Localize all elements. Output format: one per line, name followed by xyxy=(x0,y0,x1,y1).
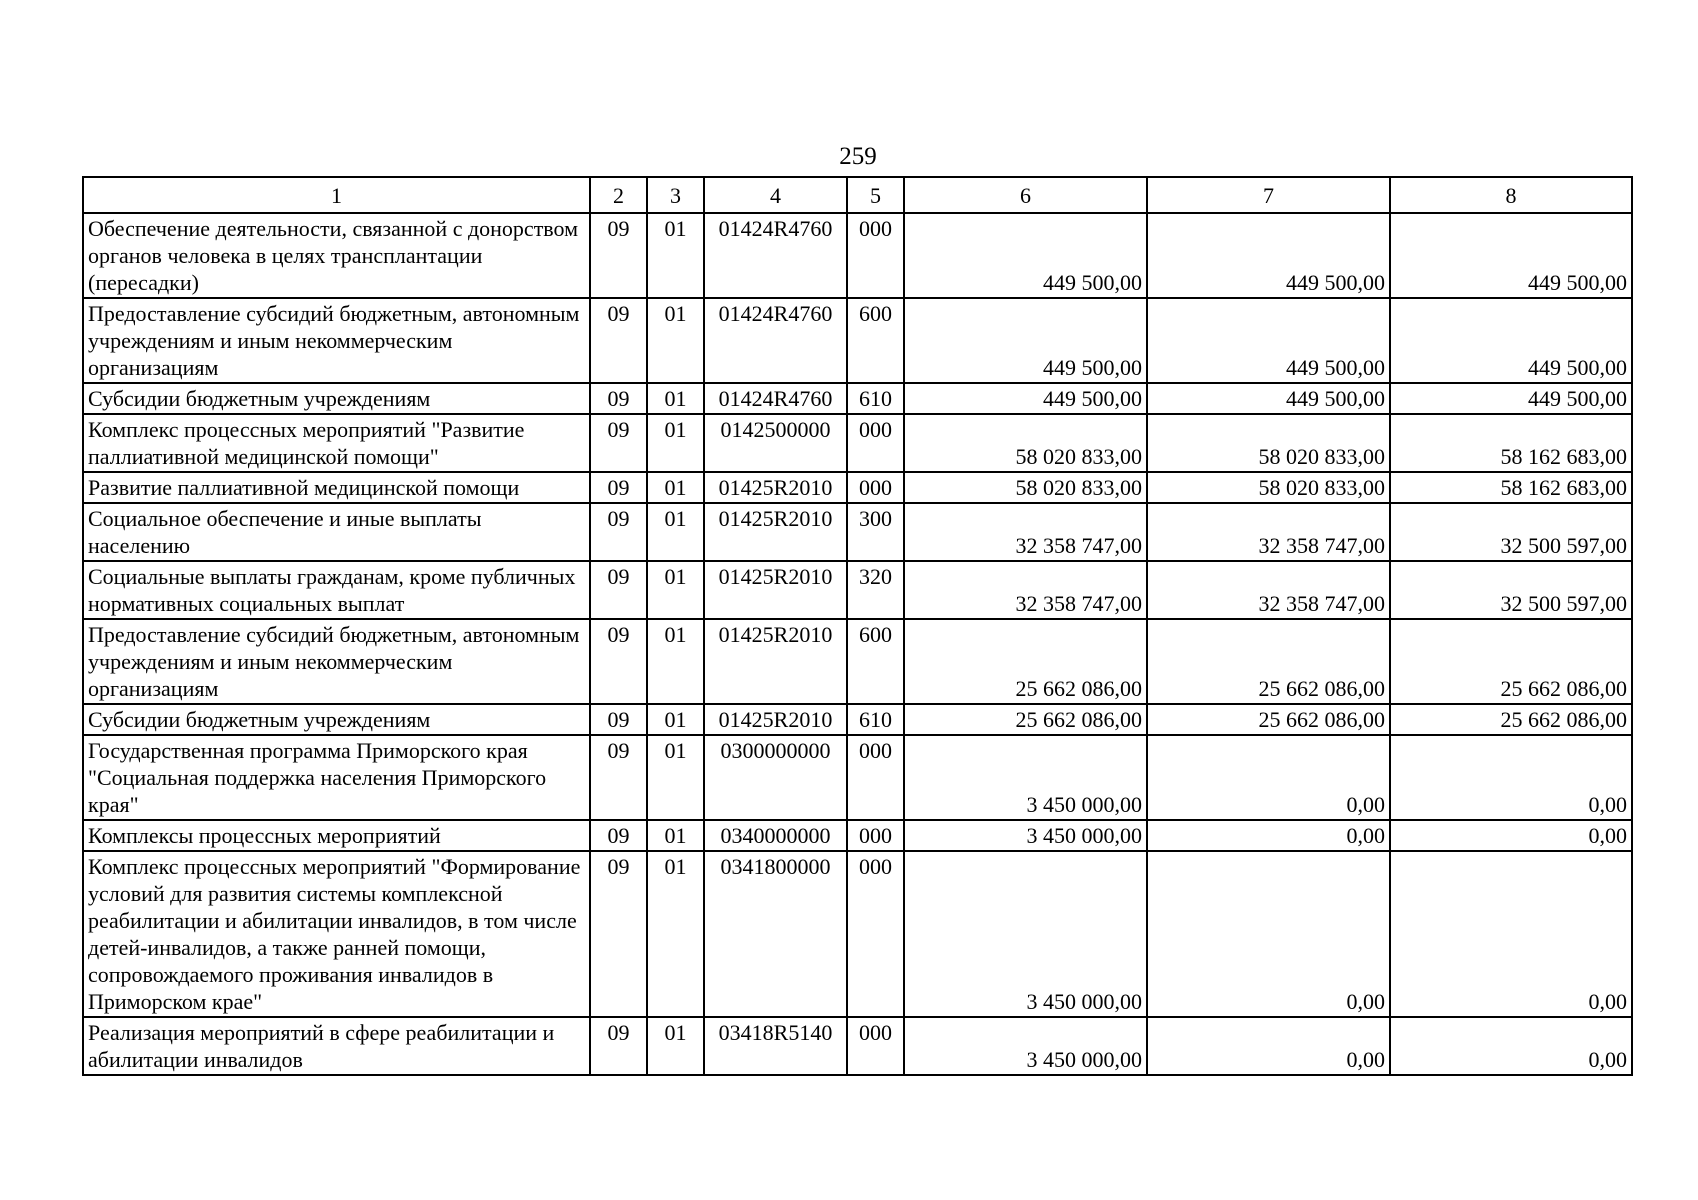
amount-col-8: 449 500,00 xyxy=(1390,213,1632,298)
amount-col-6: 25 662 086,00 xyxy=(904,704,1147,735)
subsection-code: 01 xyxy=(647,298,704,383)
amount-col-6: 32 358 747,00 xyxy=(904,503,1147,561)
column-header-1: 1 xyxy=(83,177,590,213)
target-article-code: 0340000000 xyxy=(704,820,847,851)
target-article-code: 0142500000 xyxy=(704,414,847,472)
section-code: 09 xyxy=(590,735,647,820)
amount-col-7: 32 358 747,00 xyxy=(1147,503,1390,561)
row-name: Социальное обеспечение и иные выплаты населению xyxy=(83,503,590,561)
table-row xyxy=(83,503,1632,561)
amount-col-8: 449 500,00 xyxy=(1390,383,1632,414)
amount-col-7: 32 358 747,00 xyxy=(1147,561,1390,619)
amount-col-7: 58 020 833,00 xyxy=(1147,414,1390,472)
subsection-code: 01 xyxy=(647,619,704,704)
table-row xyxy=(83,383,1632,414)
expense-type-code: 610 xyxy=(847,383,904,414)
subsection-code: 01 xyxy=(647,503,704,561)
amount-col-6: 58 020 833,00 xyxy=(904,414,1147,472)
row-name: Государственная программа Приморского края "Социальная поддержка населения Приморского края" xyxy=(83,735,590,820)
amount-col-6: 58 020 833,00 xyxy=(904,472,1147,503)
row-name: Комплексы процессных мероприятий xyxy=(83,820,590,851)
section-code: 09 xyxy=(590,472,647,503)
table-row xyxy=(83,704,1632,735)
section-code: 09 xyxy=(590,298,647,383)
amount-col-8: 0,00 xyxy=(1390,851,1632,1017)
target-article-code: 01425R2010 xyxy=(704,472,847,503)
target-article-code: 03418R5140 xyxy=(704,1017,847,1075)
amount-col-7: 449 500,00 xyxy=(1147,213,1390,298)
amount-col-6: 449 500,00 xyxy=(904,383,1147,414)
table-row xyxy=(83,298,1632,383)
section-code: 09 xyxy=(590,213,647,298)
expense-type-code: 000 xyxy=(847,472,904,503)
expense-type-code: 300 xyxy=(847,503,904,561)
row-name: Комплекс процессных мероприятий "Развитие паллиативной медицинской помощи" xyxy=(83,414,590,472)
amount-col-7: 0,00 xyxy=(1147,820,1390,851)
subsection-code: 01 xyxy=(647,383,704,414)
subsection-code: 01 xyxy=(647,820,704,851)
table-row xyxy=(83,1017,1632,1075)
section-code: 09 xyxy=(590,820,647,851)
amount-col-7: 25 662 086,00 xyxy=(1147,704,1390,735)
expense-type-code: 320 xyxy=(847,561,904,619)
table-row xyxy=(83,820,1632,851)
amount-col-6: 449 500,00 xyxy=(904,298,1147,383)
page-number: 259 xyxy=(839,143,877,170)
table-row xyxy=(83,735,1632,820)
column-header-7: 7 xyxy=(1147,177,1390,213)
expense-type-code: 600 xyxy=(847,619,904,704)
amount-col-8: 0,00 xyxy=(1390,820,1632,851)
budget-table xyxy=(82,176,1633,1076)
row-name: Развитие паллиативной медицинской помощи xyxy=(83,472,590,503)
amount-col-6: 3 450 000,00 xyxy=(904,735,1147,820)
expense-type-code: 610 xyxy=(847,704,904,735)
amount-col-6: 449 500,00 xyxy=(904,213,1147,298)
subsection-code: 01 xyxy=(647,1017,704,1075)
amount-col-8: 25 662 086,00 xyxy=(1390,704,1632,735)
amount-col-6: 3 450 000,00 xyxy=(904,820,1147,851)
section-code: 09 xyxy=(590,383,647,414)
amount-col-7: 449 500,00 xyxy=(1147,383,1390,414)
subsection-code: 01 xyxy=(647,735,704,820)
target-article-code: 01424R4760 xyxy=(704,298,847,383)
section-code: 09 xyxy=(590,704,647,735)
row-name: Реализация мероприятий в сфере реабилитации и абилитации инвалидов xyxy=(83,1017,590,1075)
amount-col-7: 58 020 833,00 xyxy=(1147,472,1390,503)
target-article-code: 01425R2010 xyxy=(704,561,847,619)
table-row xyxy=(83,414,1632,472)
target-article-code: 0341800000 xyxy=(704,851,847,1017)
target-article-code: 01425R2010 xyxy=(704,619,847,704)
target-article-code: 01424R4760 xyxy=(704,383,847,414)
amount-col-8: 449 500,00 xyxy=(1390,298,1632,383)
amount-col-6: 32 358 747,00 xyxy=(904,561,1147,619)
subsection-code: 01 xyxy=(647,851,704,1017)
column-header-6: 6 xyxy=(904,177,1147,213)
section-code: 09 xyxy=(590,503,647,561)
target-article-code: 01425R2010 xyxy=(704,704,847,735)
row-name: Субсидии бюджетным учреждениям xyxy=(83,704,590,735)
row-name: Обеспечение деятельности, связанной с донорством органов человека в целях трансплантации (пересадки) xyxy=(83,213,590,298)
section-code: 09 xyxy=(590,851,647,1017)
row-name: Комплекс процессных мероприятий "Формирование условий для развития системы комплексной реабилитации и абилитации инвалидов, в том числе детей-инвалидов, а также ранней помощи, сопровождаемого проживания инвалидов в Приморском крае" xyxy=(83,851,590,1017)
amount-col-7: 0,00 xyxy=(1147,851,1390,1017)
table-row xyxy=(83,619,1632,704)
subsection-code: 01 xyxy=(647,704,704,735)
row-name: Субсидии бюджетным учреждениям xyxy=(83,383,590,414)
subsection-code: 01 xyxy=(647,213,704,298)
amount-col-7: 449 500,00 xyxy=(1147,298,1390,383)
expense-type-code: 000 xyxy=(847,820,904,851)
amount-col-6: 3 450 000,00 xyxy=(904,851,1147,1017)
table-row xyxy=(83,213,1632,298)
amount-col-7: 0,00 xyxy=(1147,735,1390,820)
row-name: Социальные выплаты гражданам, кроме публичных нормативных социальных выплат xyxy=(83,561,590,619)
table-header-row xyxy=(83,177,1632,213)
section-code: 09 xyxy=(590,1017,647,1075)
amount-col-8: 0,00 xyxy=(1390,1017,1632,1075)
row-name: Предоставление субсидий бюджетным, автономным учреждениям и иным некоммерческим организациям xyxy=(83,298,590,383)
expense-type-code: 000 xyxy=(847,213,904,298)
column-header-3: 3 xyxy=(647,177,704,213)
amount-col-8: 58 162 683,00 xyxy=(1390,472,1632,503)
subsection-code: 01 xyxy=(647,472,704,503)
table-row xyxy=(83,472,1632,503)
amount-col-6: 25 662 086,00 xyxy=(904,619,1147,704)
amount-col-8: 32 500 597,00 xyxy=(1390,561,1632,619)
expense-type-code: 000 xyxy=(847,1017,904,1075)
column-header-5: 5 xyxy=(847,177,904,213)
amount-col-6: 3 450 000,00 xyxy=(904,1017,1147,1075)
subsection-code: 01 xyxy=(647,414,704,472)
table-row xyxy=(83,561,1632,619)
section-code: 09 xyxy=(590,414,647,472)
column-header-4: 4 xyxy=(704,177,847,213)
section-code: 09 xyxy=(590,619,647,704)
expense-type-code: 000 xyxy=(847,735,904,820)
target-article-code: 0300000000 xyxy=(704,735,847,820)
amount-col-8: 0,00 xyxy=(1390,735,1632,820)
amount-col-8: 25 662 086,00 xyxy=(1390,619,1632,704)
target-article-code: 01424R4760 xyxy=(704,213,847,298)
amount-col-7: 0,00 xyxy=(1147,1017,1390,1075)
target-article-code: 01425R2010 xyxy=(704,503,847,561)
column-header-2: 2 xyxy=(590,177,647,213)
expense-type-code: 000 xyxy=(847,414,904,472)
amount-col-8: 58 162 683,00 xyxy=(1390,414,1632,472)
table-row xyxy=(83,851,1632,1017)
amount-col-7: 25 662 086,00 xyxy=(1147,619,1390,704)
expense-type-code: 600 xyxy=(847,298,904,383)
section-code: 09 xyxy=(590,561,647,619)
amount-col-8: 32 500 597,00 xyxy=(1390,503,1632,561)
row-name: Предоставление субсидий бюджетным, автономным учреждениям и иным некоммерческим организациям xyxy=(83,619,590,704)
expense-type-code: 000 xyxy=(847,851,904,1017)
subsection-code: 01 xyxy=(647,561,704,619)
column-header-8: 8 xyxy=(1390,177,1632,213)
